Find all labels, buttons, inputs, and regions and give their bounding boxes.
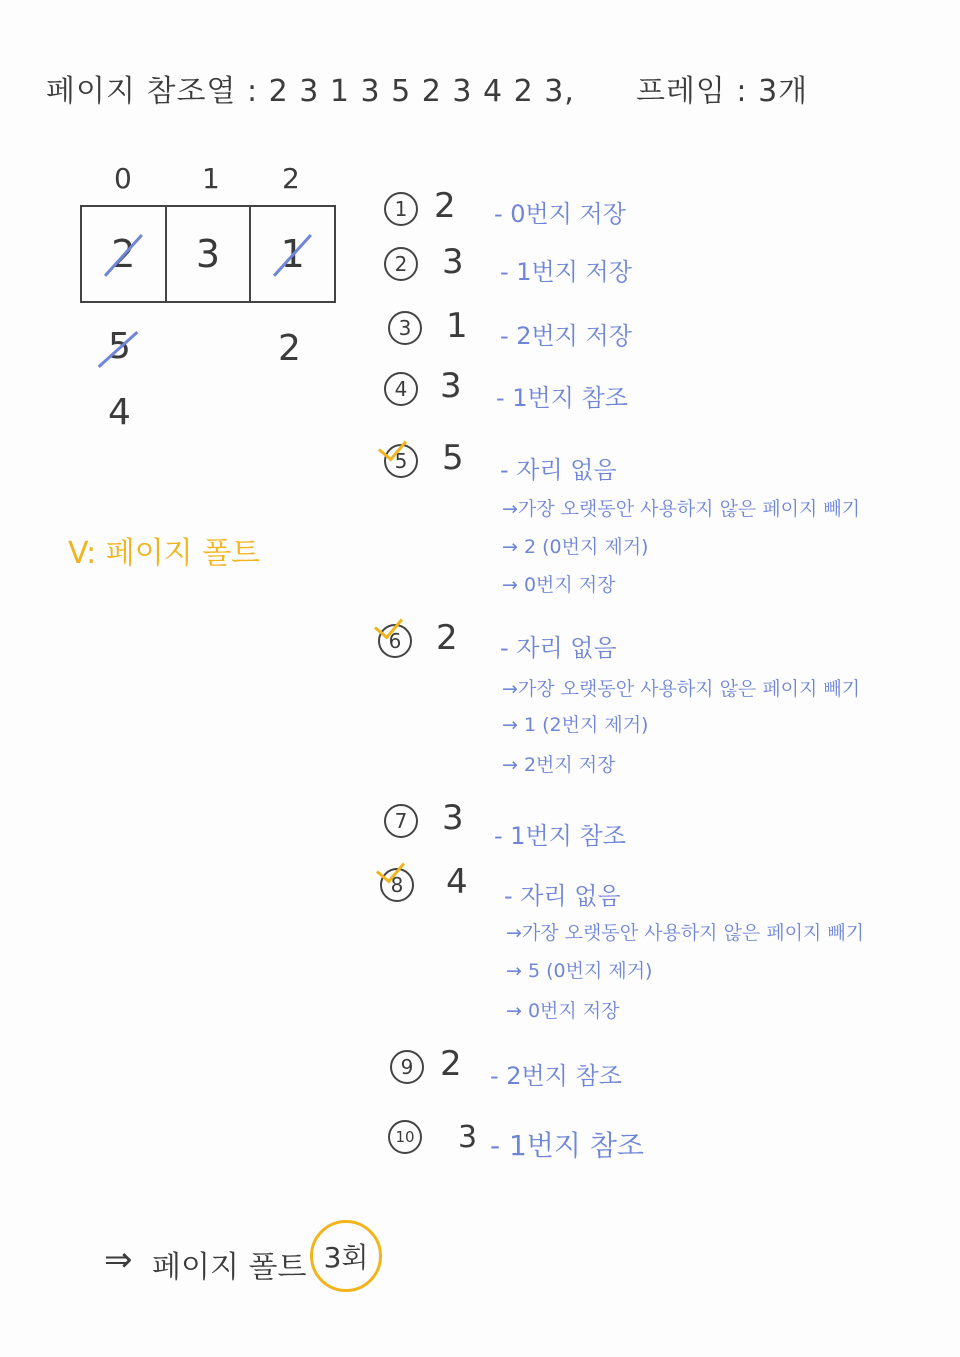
frame-cell-0 (82, 207, 167, 301)
step-1-page: 2 (434, 186, 456, 226)
step-9-number: 9 (390, 1050, 424, 1084)
step-8-sub-3: → 0번지 저장 (506, 1000, 620, 1022)
frame-cell-1 (167, 207, 252, 301)
page-reference-header (46, 66, 808, 110)
frame-cell-2 (251, 207, 334, 301)
page-fault-legend: V: 페이지 폴트 (68, 536, 261, 571)
step-3-note: - 2번지 저장 (500, 322, 632, 350)
frame-cell-1-value: 3 (195, 232, 221, 276)
frame-index-2: 2 (282, 162, 300, 195)
step-8-note: - 자리 없음 (504, 882, 621, 910)
step-5-sub-2: → 2 (0번지 제거) (502, 536, 649, 558)
step-9-page: 2 (440, 1044, 462, 1084)
step-6-page: 2 (436, 618, 458, 658)
step-5-number: 5 (384, 444, 418, 478)
step-4-page: 3 (440, 366, 462, 406)
frame-cell-2-value: 1 (280, 232, 305, 276)
step-6-sub-3: → 2번지 저장 (502, 754, 616, 776)
step-6-number: 6 (378, 624, 412, 658)
frame-index-0: 0 (114, 162, 132, 195)
frame-cell-0-value: 2 (111, 232, 136, 276)
frame-label: 프레임 : (635, 74, 748, 109)
step-3-number: 3 (388, 311, 422, 345)
step-8-number: 8 (380, 868, 414, 902)
step-8-sub-1: →가장 오랫동안 사용하지 않은 페이지 빼기 (506, 922, 865, 944)
page-fault-count: 3회 (310, 1220, 382, 1292)
step-4-note: - 1번지 참조 (496, 384, 628, 412)
step-5-page: 5 (442, 438, 464, 478)
step-8-sub-2: → 5 (0번지 제거) (506, 960, 653, 982)
step-5-sub-3: → 0번지 저장 (502, 574, 616, 596)
frame-0-replacement-1: 5 (108, 326, 131, 367)
result-label: 페이지 폴트 (152, 1250, 307, 1285)
frame-index-1: 1 (202, 162, 220, 195)
step-6-sub-1: →가장 오랫동안 사용하지 않은 페이지 빼기 (502, 678, 861, 700)
step-7-note: - 1번지 참조 (494, 822, 626, 850)
step-7-number: 7 (384, 804, 418, 838)
step-8-page: 4 (446, 862, 468, 902)
step-2-number: 2 (384, 247, 418, 281)
step-10-note: - 1번지 참조 (490, 1129, 644, 1162)
step-1-number: 1 (384, 192, 418, 226)
frame-2-replacement: 2 (278, 328, 301, 369)
reference-string-values: 2 3 1 3 5 2 3 4 2 3, (268, 74, 575, 109)
frame-0-replacement-2: 4 (108, 392, 131, 433)
reference-string-label: 페이지 참조열 : (46, 74, 259, 109)
step-4-number: 4 (384, 372, 418, 406)
frame-table (80, 205, 336, 303)
step-10-page: 3 (458, 1120, 478, 1155)
step-6-sub-2: → 1 (2번지 제거) (502, 714, 649, 736)
frame-count: 3개 (758, 74, 809, 109)
step-2-page: 3 (442, 242, 464, 282)
step-9-note: - 2번지 참조 (490, 1062, 622, 1090)
step-6-note: - 자리 없음 (500, 634, 617, 662)
step-10-number: 10 (388, 1120, 422, 1154)
step-3-page: 1 (446, 306, 468, 346)
step-7-page: 3 (442, 798, 464, 838)
step-1-note: - 0번지 저장 (494, 200, 626, 228)
step-5-note: - 자리 없음 (500, 456, 617, 484)
step-5-sub-1: →가장 오랫동안 사용하지 않은 페이지 빼기 (502, 498, 861, 520)
result-arrow-icon: ⇒ (104, 1240, 133, 1280)
step-2-note: - 1번지 저장 (500, 258, 632, 286)
